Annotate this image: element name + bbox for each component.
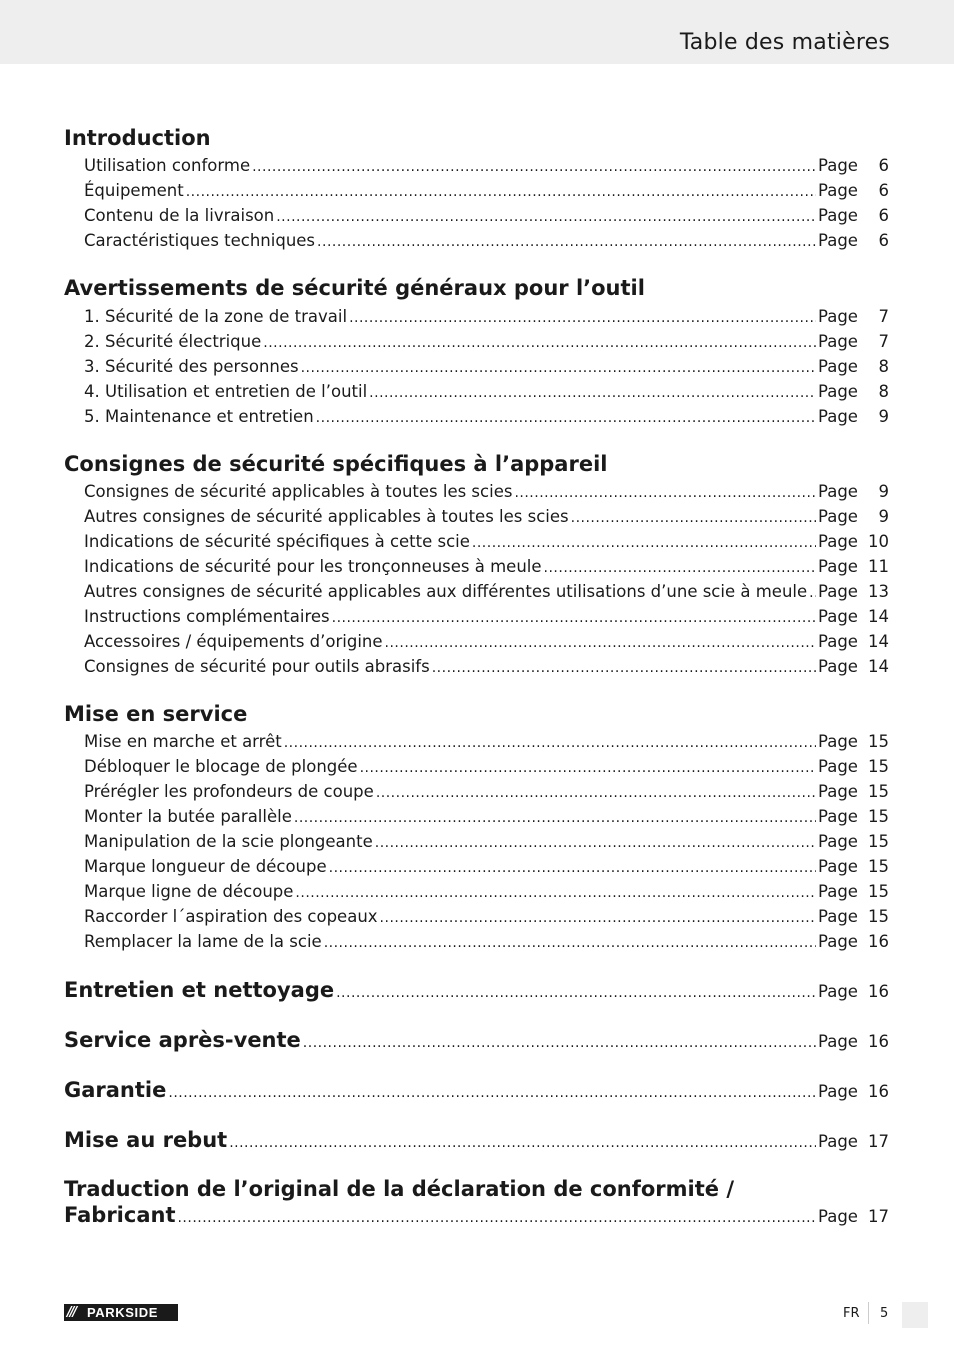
page-number: 16 bbox=[868, 982, 889, 1001]
footer-tab bbox=[902, 1302, 928, 1328]
entry-label: 4. Utilisation et entretien de l’outil bbox=[84, 382, 368, 401]
dot-leader bbox=[385, 635, 816, 651]
page-word: Page bbox=[818, 632, 858, 651]
page-number: 17 bbox=[868, 1132, 889, 1151]
page-number: 7 bbox=[878, 332, 889, 351]
entry-label: Autres consignes de sécurité applicables à toutes les scies bbox=[84, 507, 569, 526]
entry-label: Mise en marche et arrêt bbox=[84, 732, 282, 751]
page-number: 14 bbox=[868, 607, 889, 626]
toc-entry[interactable] bbox=[84, 607, 889, 629]
entry-label: Contenu de la livraison bbox=[84, 206, 275, 225]
page-word: Page bbox=[818, 156, 858, 175]
page-word: Page bbox=[818, 657, 858, 676]
logo-slashes: /// bbox=[67, 1305, 76, 1320]
page-number: 9 bbox=[878, 507, 889, 526]
toc-entry[interactable] bbox=[84, 632, 889, 654]
dot-leader bbox=[380, 910, 816, 926]
toc-entry[interactable] bbox=[84, 757, 889, 779]
dot-leader bbox=[376, 785, 816, 801]
dot-leader bbox=[168, 1085, 816, 1101]
toc-entry[interactable] bbox=[84, 507, 889, 529]
dot-leader bbox=[324, 935, 816, 951]
dot-leader bbox=[317, 234, 816, 250]
section-label: Mise au rebut bbox=[64, 1128, 228, 1152]
page-number: 15 bbox=[868, 757, 889, 776]
page-number: 11 bbox=[868, 557, 889, 576]
page-number: 15 bbox=[868, 832, 889, 851]
page-number: 15 bbox=[868, 807, 889, 826]
toc-entry[interactable] bbox=[84, 882, 889, 904]
page-word: Page bbox=[818, 407, 858, 426]
toc-entry[interactable] bbox=[84, 307, 889, 329]
section-title-introduction: Introduction bbox=[64, 126, 211, 150]
toc-section-declaration[interactable] bbox=[64, 1203, 889, 1231]
entry-label: Équipement bbox=[84, 181, 184, 200]
entry-label: Prérégler les profondeurs de coupe bbox=[84, 782, 374, 801]
page-word: Page bbox=[818, 382, 858, 401]
page-number: 15 bbox=[868, 907, 889, 926]
dot-leader bbox=[349, 310, 816, 326]
dot-leader bbox=[316, 410, 816, 426]
dot-leader bbox=[294, 810, 816, 826]
entry-label: 5. Maintenance et entretien bbox=[84, 407, 314, 426]
entry-label: 2. Sécurité électrique bbox=[84, 332, 262, 351]
page-number: 15 bbox=[868, 857, 889, 876]
page-number: 6 bbox=[878, 206, 889, 225]
page-word: Page bbox=[818, 782, 858, 801]
dot-leader bbox=[252, 159, 816, 175]
entry-label: Marque ligne de découpe bbox=[84, 882, 294, 901]
entry-label: Consignes de sécurité applicables à toutes les scies bbox=[84, 482, 513, 501]
toc-entry[interactable] bbox=[84, 156, 889, 178]
page-word: Page bbox=[818, 1132, 858, 1151]
dot-leader bbox=[514, 485, 816, 501]
page-number: 9 bbox=[878, 407, 889, 426]
dot-leader bbox=[301, 360, 816, 376]
page-word: Page bbox=[818, 857, 858, 876]
dot-leader bbox=[809, 585, 816, 601]
page-word: Page bbox=[818, 807, 858, 826]
dot-leader bbox=[263, 335, 816, 351]
page-word: Page bbox=[818, 1032, 858, 1051]
toc-entry[interactable] bbox=[84, 181, 889, 203]
logo-text: PARKSIDE bbox=[87, 1305, 159, 1320]
toc-entry[interactable] bbox=[84, 532, 889, 554]
section-title-consignes: Consignes de sécurité spécifiques à l’appareil bbox=[64, 452, 608, 476]
language-code: FR bbox=[843, 1306, 860, 1321]
page-number: 16 bbox=[868, 1082, 889, 1101]
page-word: Page bbox=[818, 181, 858, 200]
section-label: Entretien et nettoyage bbox=[64, 978, 335, 1002]
page-number: 10 bbox=[868, 532, 889, 551]
entry-label: Manipulation de la scie plongeante bbox=[84, 832, 373, 851]
toc-entry[interactable] bbox=[84, 206, 889, 228]
toc-entry[interactable] bbox=[84, 782, 889, 804]
dot-leader bbox=[336, 985, 816, 1001]
page-number: 15 bbox=[868, 782, 889, 801]
dot-leader bbox=[432, 660, 816, 676]
dot-leader bbox=[571, 510, 816, 526]
dot-leader bbox=[177, 1210, 816, 1226]
entry-label: Remplacer la lame de la scie bbox=[84, 932, 322, 951]
entry-label: Autres consignes de sécurité applicables aux différentes utilisations d’une scie à meule bbox=[84, 582, 808, 601]
dot-leader bbox=[369, 385, 816, 401]
toc-section-entretien[interactable] bbox=[64, 978, 889, 1006]
page-word: Page bbox=[818, 1207, 858, 1226]
page-number: 8 bbox=[878, 382, 889, 401]
toc-entry[interactable] bbox=[84, 482, 889, 504]
dot-leader bbox=[229, 1135, 816, 1151]
parkside-logo bbox=[64, 1304, 178, 1321]
page-number: 16 bbox=[868, 932, 889, 951]
toc-section-rebut[interactable] bbox=[64, 1128, 889, 1156]
page-word: Page bbox=[818, 307, 858, 326]
page-word: Page bbox=[818, 882, 858, 901]
toc-entry[interactable] bbox=[84, 231, 889, 253]
section-label: Service après-vente bbox=[64, 1028, 301, 1052]
toc-entry[interactable] bbox=[84, 557, 889, 579]
dot-leader bbox=[186, 184, 816, 200]
page-number: 13 bbox=[868, 582, 889, 601]
toc-entry[interactable] bbox=[84, 932, 889, 954]
entry-label: Accessoires / équipements d’origine bbox=[84, 632, 383, 651]
page-word: Page bbox=[818, 557, 858, 576]
page-number: 7 bbox=[878, 307, 889, 326]
toc-entry[interactable] bbox=[84, 582, 889, 604]
section-title-declaration: Traduction de l’original de la déclaration de conformité / bbox=[64, 1177, 734, 1201]
section-label: Garantie bbox=[64, 1078, 167, 1102]
page-word: Page bbox=[818, 907, 858, 926]
page-word: Page bbox=[818, 332, 858, 351]
page-word: Page bbox=[818, 982, 858, 1001]
entry-label: Utilisation conforme bbox=[84, 156, 251, 175]
page-title: Table des matières bbox=[679, 30, 890, 55]
entry-label: Indications de sécurité spécifiques à cette scie bbox=[84, 532, 470, 551]
entry-label: Caractéristiques techniques bbox=[84, 231, 316, 250]
toc-entry[interactable] bbox=[84, 657, 889, 679]
dot-leader bbox=[276, 209, 816, 225]
page-word: Page bbox=[818, 1082, 858, 1101]
page-word: Page bbox=[818, 832, 858, 851]
toc-entry[interactable] bbox=[84, 407, 889, 429]
page-word: Page bbox=[818, 507, 858, 526]
dot-leader bbox=[295, 885, 816, 901]
toc-entry[interactable] bbox=[84, 332, 889, 354]
entry-label: Indications de sécurité pour les tronçonneuses à meule bbox=[84, 557, 542, 576]
toc-section-service[interactable] bbox=[64, 1028, 889, 1056]
section-title-mise-en-service: Mise en service bbox=[64, 702, 248, 726]
dot-leader bbox=[284, 735, 816, 751]
dot-leader bbox=[303, 1035, 816, 1051]
dot-leader bbox=[329, 860, 816, 876]
toc-entry[interactable] bbox=[84, 382, 889, 404]
entry-label: Raccorder l´aspiration des copeaux bbox=[84, 907, 378, 926]
page-word: Page bbox=[818, 482, 858, 501]
entry-label: Débloquer le blocage de plongée bbox=[84, 757, 358, 776]
dot-leader bbox=[375, 835, 816, 851]
page-number: 9 bbox=[878, 482, 889, 501]
page-word: Page bbox=[818, 607, 858, 626]
entry-label: 1. Sécurité de la zone de travail bbox=[84, 307, 348, 326]
entry-label: Monter la butée parallèle bbox=[84, 807, 292, 826]
page-number: 15 bbox=[868, 732, 889, 751]
dot-leader bbox=[332, 610, 816, 626]
toc-entry[interactable] bbox=[84, 357, 889, 379]
section-title-avertissements: Avertissements de sécurité généraux pour l’outil bbox=[64, 276, 645, 300]
page-number: 6 bbox=[878, 156, 889, 175]
page-number: 14 bbox=[868, 632, 889, 651]
page-number-footer: 5 bbox=[880, 1306, 889, 1321]
page-word: Page bbox=[818, 732, 858, 751]
page-word: Page bbox=[818, 532, 858, 551]
page-word: Page bbox=[818, 932, 858, 951]
page-number: 6 bbox=[878, 231, 889, 250]
page-number: 16 bbox=[868, 1032, 889, 1051]
toc-entry[interactable] bbox=[84, 807, 889, 829]
page-word: Page bbox=[818, 757, 858, 776]
entry-label: Instructions complémentaires bbox=[84, 607, 330, 626]
dot-leader bbox=[360, 760, 816, 776]
footer-divider bbox=[868, 1302, 869, 1324]
page-number: 8 bbox=[878, 357, 889, 376]
page-word: Page bbox=[818, 582, 858, 601]
toc-entry[interactable] bbox=[84, 907, 889, 929]
page-number: 15 bbox=[868, 882, 889, 901]
dot-leader bbox=[544, 560, 816, 576]
page-word: Page bbox=[818, 206, 858, 225]
section-label: Fabricant bbox=[64, 1203, 176, 1227]
page-number: 14 bbox=[868, 657, 889, 676]
toc-entry[interactable] bbox=[84, 832, 889, 854]
page-word: Page bbox=[818, 231, 858, 250]
entry-label: Consignes de sécurité pour outils abrasifs bbox=[84, 657, 430, 676]
dot-leader bbox=[472, 535, 816, 551]
toc-entry[interactable] bbox=[84, 857, 889, 879]
entry-label: Marque longueur de découpe bbox=[84, 857, 327, 876]
page-number: 17 bbox=[868, 1207, 889, 1226]
toc-section-garantie[interactable] bbox=[64, 1078, 889, 1106]
entry-label: 3. Sécurité des personnes bbox=[84, 357, 299, 376]
page-number: 6 bbox=[878, 181, 889, 200]
toc-entry[interactable] bbox=[84, 732, 889, 754]
page-word: Page bbox=[818, 357, 858, 376]
